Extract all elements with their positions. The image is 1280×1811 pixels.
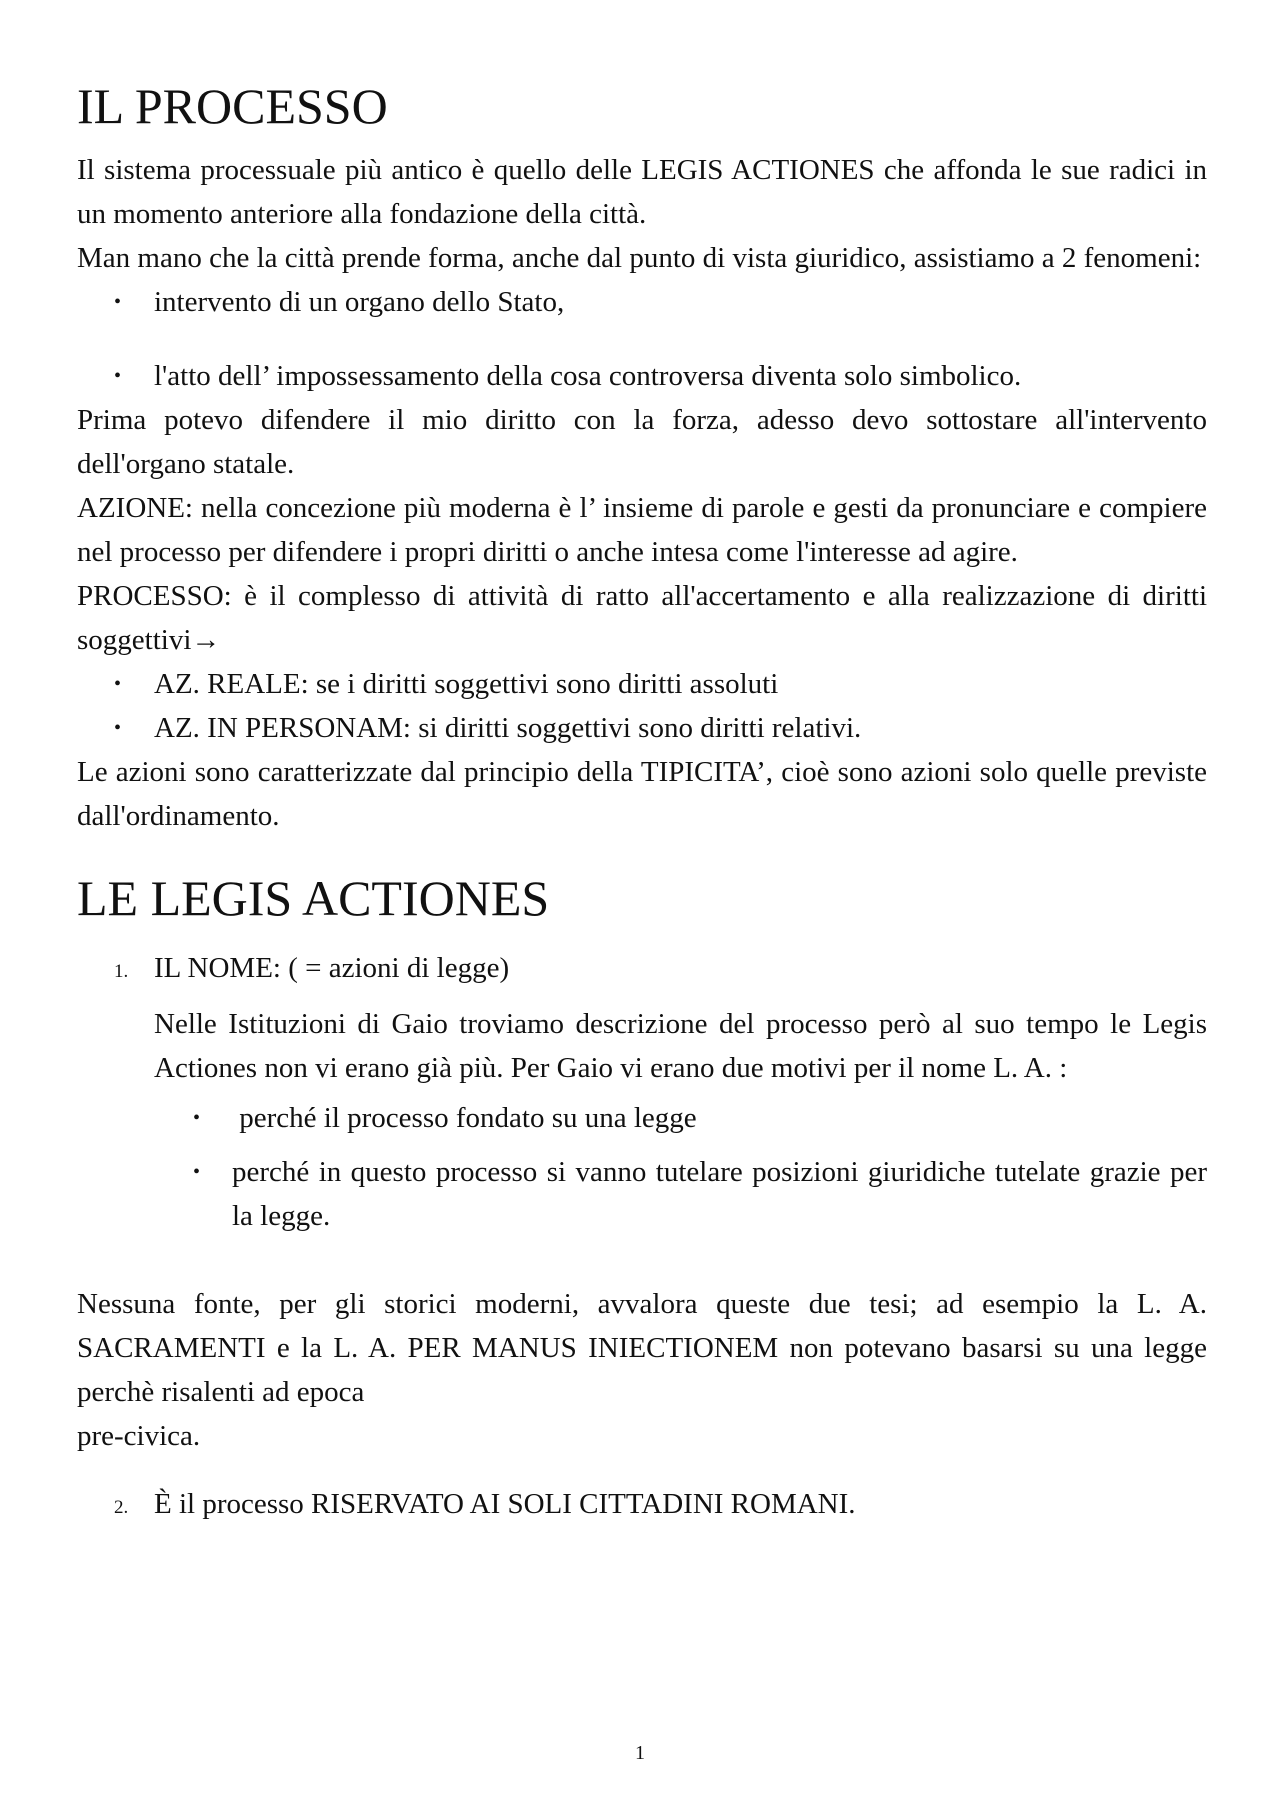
paragraph: Nelle Istituzioni di Gaio troviamo descrizione del processo però al suo tempo le Legis Actiones non vi erano già più. Per Gaio vi erano due motivi per il nome L. A. : [154, 1008, 1207, 1084]
paragraph: Nessuna fonte, per gli storici moderni, avvalora queste due tesi; ad esempio la L. A. SACRAMENTI e la L. A. PER MANUS INIECTIONEM non potevano basarsi su una legge perchè risalenti ad epoca [77, 1288, 1207, 1408]
nested-bullet-list [77, 1096, 1207, 1238]
paragraph: Prima potevo difendere il mio diritto con la forza, adesso devo sottostare all'intervento dell'organo statale. [77, 404, 1207, 480]
page-content [77, 72, 1207, 1526]
list-item-text: perché il processo fondato su una legge [232, 1102, 697, 1134]
bullet-icon: • [114, 365, 122, 387]
paragraph: AZIONE: nella concezione più moderna è l’ insieme di parole e gesti da pronunciare e compiere nel processo per difendere i propri diritti o anche intesa come l'interesse ad agire. [77, 492, 1207, 568]
list-item [77, 706, 1207, 750]
bullet-icon: • [193, 1161, 201, 1183]
numbered-list [77, 946, 1207, 990]
list-item [77, 280, 1207, 324]
list-item [77, 1096, 1207, 1140]
list-item-text: perché in questo processo si vanno tutelare posizioni giuridiche tutelate grazie per la legge. [232, 1156, 1207, 1232]
spacer [77, 1248, 1207, 1282]
indented-block [154, 1002, 1207, 1090]
bullet-list [77, 662, 1207, 750]
numbered-item [77, 946, 1207, 990]
numbered-list [77, 1482, 1207, 1526]
section-title-legis-actiones: LE LEGIS ACTIONES [77, 870, 550, 926]
list-item-text: intervento di un organo dello Stato, [154, 286, 565, 318]
list-item-text: AZ. IN PERSONAM: si diritti soggettivi sono diritti relativi. [154, 712, 862, 744]
list-item [77, 662, 1207, 706]
list-item [77, 354, 1207, 398]
numbered-item [77, 1482, 1207, 1526]
paragraph: pre-civica. [77, 1420, 201, 1452]
item-number: 1. [114, 961, 129, 982]
bullet-list [77, 280, 1207, 324]
paragraph: Le azioni sono caratterizzate dal principio della TIPICITA’, cioè sono azioni solo quelle previste dall'ordinamento. [77, 756, 1207, 832]
item-number: 2. [114, 1497, 129, 1518]
bullet-icon: • [114, 673, 122, 695]
page-number: 1 [635, 1742, 645, 1764]
bullet-icon: • [193, 1107, 201, 1129]
list-item-text: AZ. REALE: se i diritti soggettivi sono diritti assoluti [154, 668, 779, 700]
bullet-icon: • [114, 291, 122, 313]
section-title-il-processo: IL PROCESSO [77, 78, 388, 134]
spacer [77, 1458, 1207, 1482]
paragraph: PROCESSO: è il complesso di attività di ratto all'accertamento e alla realizzazione di diritti soggettivi→ [77, 580, 1207, 656]
paragraph: Man mano che la città prende forma, anche dal punto di vista giuridico, assistiamo a 2 fenomeni: [77, 242, 1202, 274]
bullet-icon: • [114, 717, 122, 739]
bullet-list [77, 354, 1207, 398]
spacer [77, 324, 1207, 354]
item-heading: IL NOME: ( = azioni di legge) [154, 952, 510, 984]
paragraph: Il sistema processuale più antico è quello delle LEGIS ACTIONES che affonda le sue radici in un momento anteriore alla fondazione della città. [77, 154, 1207, 230]
list-item [77, 1150, 1207, 1238]
list-item-text: l'atto dell’ impossessamento della cosa controversa diventa solo simbolico. [154, 360, 1022, 392]
item-text: È il processo RISERVATO AI SOLI CITTADINI ROMANI. [154, 1488, 856, 1520]
